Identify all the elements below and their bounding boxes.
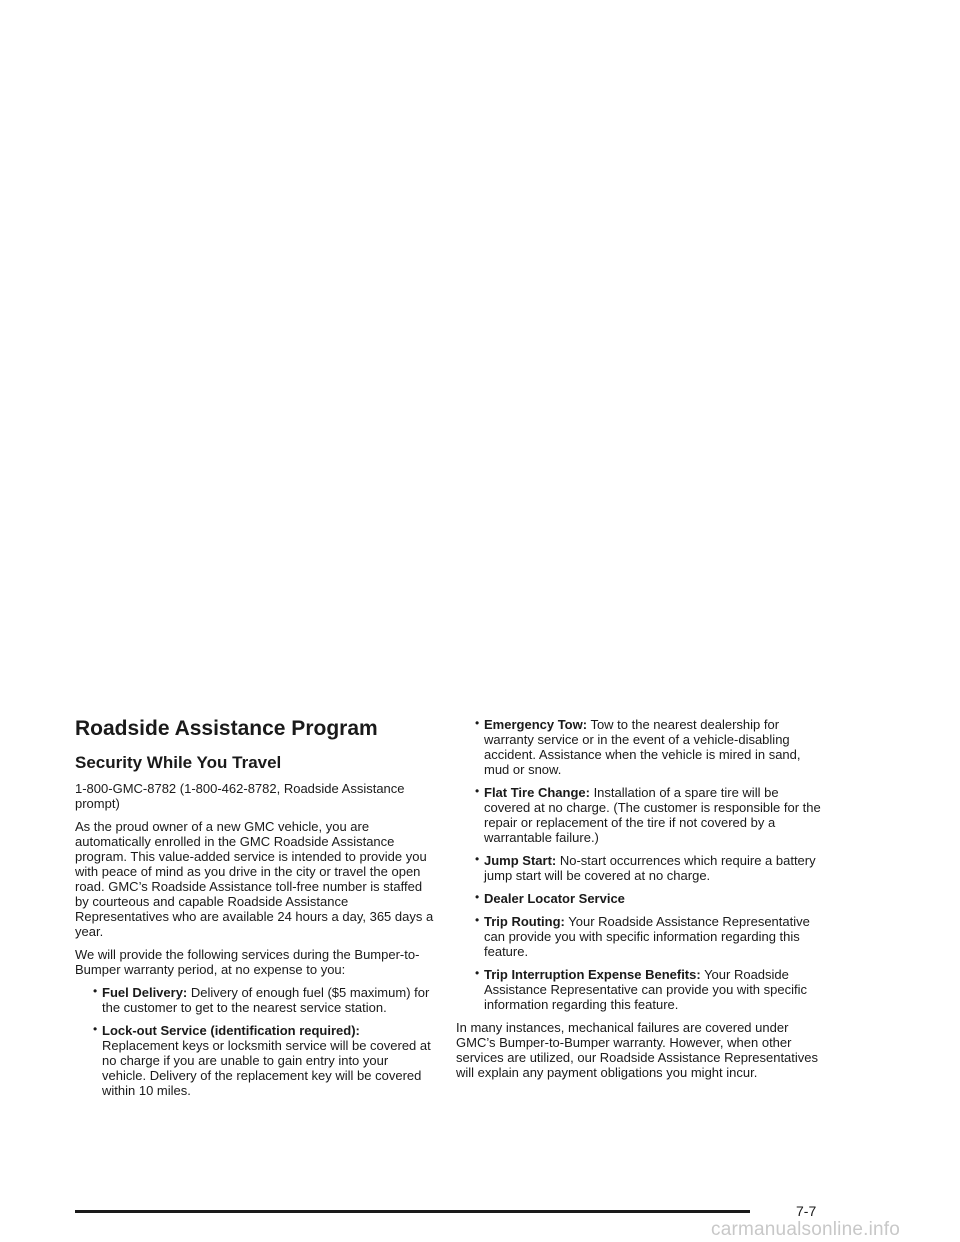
bullet-dot-icon: • <box>93 1022 98 1036</box>
bullet-dot-icon: • <box>475 784 480 798</box>
bullet-label: Jump Start: <box>484 853 557 868</box>
bullet-text: No-start occurrences which require a battery jump start will be covered at no charge. <box>484 853 816 883</box>
bullet-lockout-service <box>75 1023 435 1098</box>
bullet-dot-icon: • <box>475 852 480 866</box>
bullet-text: Replacement keys or locksmith service will be covered at no charge if you are unable to gain entry into your vehicle. Delivery of the replacement key will be covered within 10 miles. <box>102 1038 431 1098</box>
bullet-trip-interruption <box>456 967 821 1012</box>
footer-rule <box>75 1210 750 1213</box>
phone-paragraph: 1-800-GMC-8782 (1-800-462-8782, Roadside Assistance prompt) <box>75 781 405 811</box>
page-heading: Roadside Assistance Program <box>75 717 378 740</box>
bullet-label: Fuel Delivery: <box>102 985 188 1000</box>
bullet-label: Trip Interruption Expense Benefits: <box>484 967 701 982</box>
bullet-dot-icon: • <box>93 984 98 998</box>
services-intro-paragraph: We will provide the following services during the Bumper-to-Bumper warranty period, at no expense to you: <box>75 947 420 977</box>
bullet-dot-icon: • <box>475 966 480 980</box>
bullet-label: Dealer Locator Service <box>484 891 625 906</box>
bullet-label: Flat Tire Change: <box>484 785 590 800</box>
bullet-label: Trip Routing: <box>484 914 565 929</box>
bullet-text: Your Roadside Assistance Representative can provide you with specific information regarding this feature. <box>484 967 807 1012</box>
bullet-dealer-locator <box>456 891 821 906</box>
bullet-jump-start <box>456 853 821 883</box>
bullet-dot-icon: • <box>475 716 480 730</box>
bullet-text: Delivery of enough fuel ($5 maximum) for the customer to get to the nearest service station. <box>102 985 430 1015</box>
watermark-text: carmanualsonline.info <box>711 1219 901 1240</box>
bullet-emergency-tow <box>456 717 821 777</box>
bullet-text: Tow to the nearest dealership for warranty service or in the event of a vehicle-disabling accident. Assistance when the vehicle is mired in sand, mud or snow. <box>484 717 801 777</box>
bullet-label: Lock-out Service (identification required): <box>102 1023 360 1038</box>
section-subheading: Security While You Travel <box>75 753 282 772</box>
closing-paragraph: In many instances, mechanical failures are covered under GMC’s Bumper-to-Bumper warranty. However, when other services are utilized, our Roadside Assistance Representatives will explain any payment obligations you might incur. <box>456 1020 819 1080</box>
intro-paragraph: As the proud owner of a new GMC vehicle, you are automatically enrolled in the GMC Roadside Assistance program. This value-added service is intended to provide you with peace of mind as you drive in the city or travel the open road. GMC’s Roadside Assistance toll-free number is staffed by courteous and capable Roadside Assistance Representatives who are available 24 hours a day, 365 days a year. <box>75 819 434 939</box>
bullet-dot-icon: • <box>475 913 480 927</box>
bullet-trip-routing <box>456 914 821 959</box>
left-column <box>75 717 435 1106</box>
page-number: 7-7 <box>796 1203 817 1219</box>
bullet-flat-tire-change <box>456 785 821 845</box>
right-column <box>456 717 821 1088</box>
bullet-dot-icon: • <box>475 890 480 904</box>
bullet-text: Your Roadside Assistance Representative can provide you with specific information regarding this feature. <box>484 914 810 959</box>
bullet-text: Installation of a spare tire will be covered at no charge. (The customer is responsible for the repair or replacement of the tire if not covered by a warrantable failure.) <box>484 785 821 845</box>
bullet-label: Emergency Tow: <box>484 717 588 732</box>
bullet-fuel-delivery <box>75 985 435 1015</box>
